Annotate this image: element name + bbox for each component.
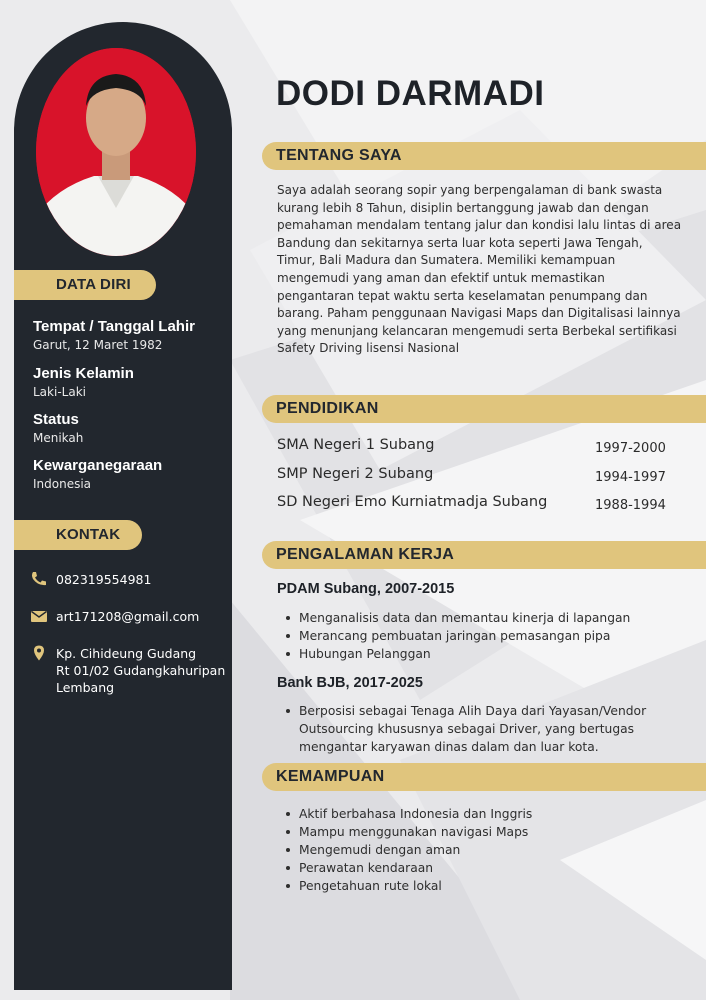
field-value: Garut, 12 Maret 1982 (33, 338, 163, 352)
field-label: Status (33, 411, 79, 428)
field-label: Kewarganegaraan (33, 457, 163, 474)
field-label: Tempat / Tanggal Lahir (33, 318, 195, 335)
education-row (277, 466, 687, 485)
contact-phone[interactable] (30, 571, 151, 588)
field-gender (33, 365, 134, 399)
data-diri-heading: DATA DIRI (14, 270, 156, 300)
contact-address (30, 645, 225, 696)
school-years: 1994-1997 (595, 470, 666, 485)
education-heading: PENDIDIKAN (262, 395, 706, 423)
skills-heading: KEMAMPUAN (262, 763, 706, 791)
list-item: Aktif berbahasa Indonesia dan Inggris (299, 805, 679, 823)
job-title: Bank BJB, 2017-2025 (277, 675, 423, 691)
phone-text: 082319554981 (56, 572, 152, 587)
job-title: PDAM Subang, 2007-2015 (277, 581, 455, 597)
list-item: Merancang pembuatan jaringan pemasangan pipa (299, 627, 679, 645)
person-name: DODI DARMADI (276, 74, 545, 113)
school-years: 1988-1994 (595, 498, 666, 513)
location-icon (30, 645, 48, 661)
experience-heading: PENGALAMAN KERJA (262, 541, 706, 569)
address-line: Rt 01/02 Gudangkahuripan (56, 663, 226, 678)
list-item: Mengemudi dengan aman (299, 841, 679, 859)
about-line: Saya adalah seorang sopir yang berpengalaman di bank swasta (277, 183, 663, 197)
bullet-line: Berposisi sebagai Tenaga Alih Daya dari Yayasan/Vendor (299, 704, 647, 718)
school-years: 1997-2000 (595, 441, 666, 456)
list-item: Perawatan kendaraan (299, 859, 679, 877)
list-item: Menganalisis data dan memantau kinerja di lapangan (299, 609, 679, 627)
about-line: Safety Driving lisensi Nasional (277, 341, 460, 356)
about-line: Timur, Bali Madura dan Sumatera. Memiliki kemampuan (277, 253, 616, 268)
education-row (277, 437, 687, 456)
address-line: Lembang (56, 680, 115, 695)
bullet-line: Outsourcing khususnya sebagai Driver, yang bertugas (299, 722, 635, 736)
school-name: SMP Negeri 2 Subang (277, 466, 434, 482)
list-item: Hubungan Pelanggan (299, 645, 679, 663)
address-line: Kp. Cihideung Gudang (56, 646, 197, 661)
address-text (56, 645, 225, 696)
skills-list (299, 805, 679, 895)
list-item: Pengetahuan rute lokal (299, 877, 679, 895)
field-value: Menikah (33, 431, 84, 445)
school-name: SD Negeri Emo Kurniatmadja Subang (277, 494, 548, 510)
field-value: Indonesia (33, 477, 92, 491)
phone-icon (30, 571, 48, 587)
field-value: Laki-Laki (33, 385, 86, 399)
about-line: yang menunjang kelancaran mengemudi serta Berbekal sertifikasi (277, 323, 677, 338)
contact-email[interactable] (30, 608, 199, 625)
job-duties (299, 702, 679, 756)
bullet-line: mengantar karyawan dinas dalam dan luar kota. (299, 740, 599, 754)
job-duties (299, 609, 679, 663)
about-line: Bandung dan sekitarnya serta luar kota seperti Jawa Tengah, (277, 235, 643, 250)
about-heading: TENTANG SAYA (262, 142, 706, 170)
about-line: kurang lebih 8 Tahun, disiplin bertanggung jawab dan dengan (277, 200, 649, 215)
about-line: pemahaman mendalam tentang jalur dan kondisi lalu lintas di area (277, 218, 682, 233)
list-item: Mampu menggunakan navigasi Maps (299, 823, 679, 841)
email-text: art171208@gmail.com (56, 609, 200, 624)
kontak-heading: KONTAK (14, 520, 142, 550)
list-item (299, 702, 679, 756)
about-text (277, 182, 687, 358)
field-label: Jenis Kelamin (33, 365, 134, 382)
field-nationality (33, 457, 162, 491)
about-line: barang. Paham penggunaan Navigasi Maps dan Digitalisasi lainnya (277, 306, 681, 321)
field-status (33, 411, 83, 445)
school-name: SMA Negeri 1 Subang (277, 437, 435, 453)
profile-photo (36, 48, 196, 256)
email-icon (30, 608, 48, 624)
about-line: pengantaran tepat waktu serta keselamatan penumpang dan (277, 288, 648, 303)
education-row (277, 494, 687, 513)
field-birth (33, 318, 195, 352)
about-line: mengemudi yang aman dan efektif untuk memastikan (277, 270, 605, 285)
